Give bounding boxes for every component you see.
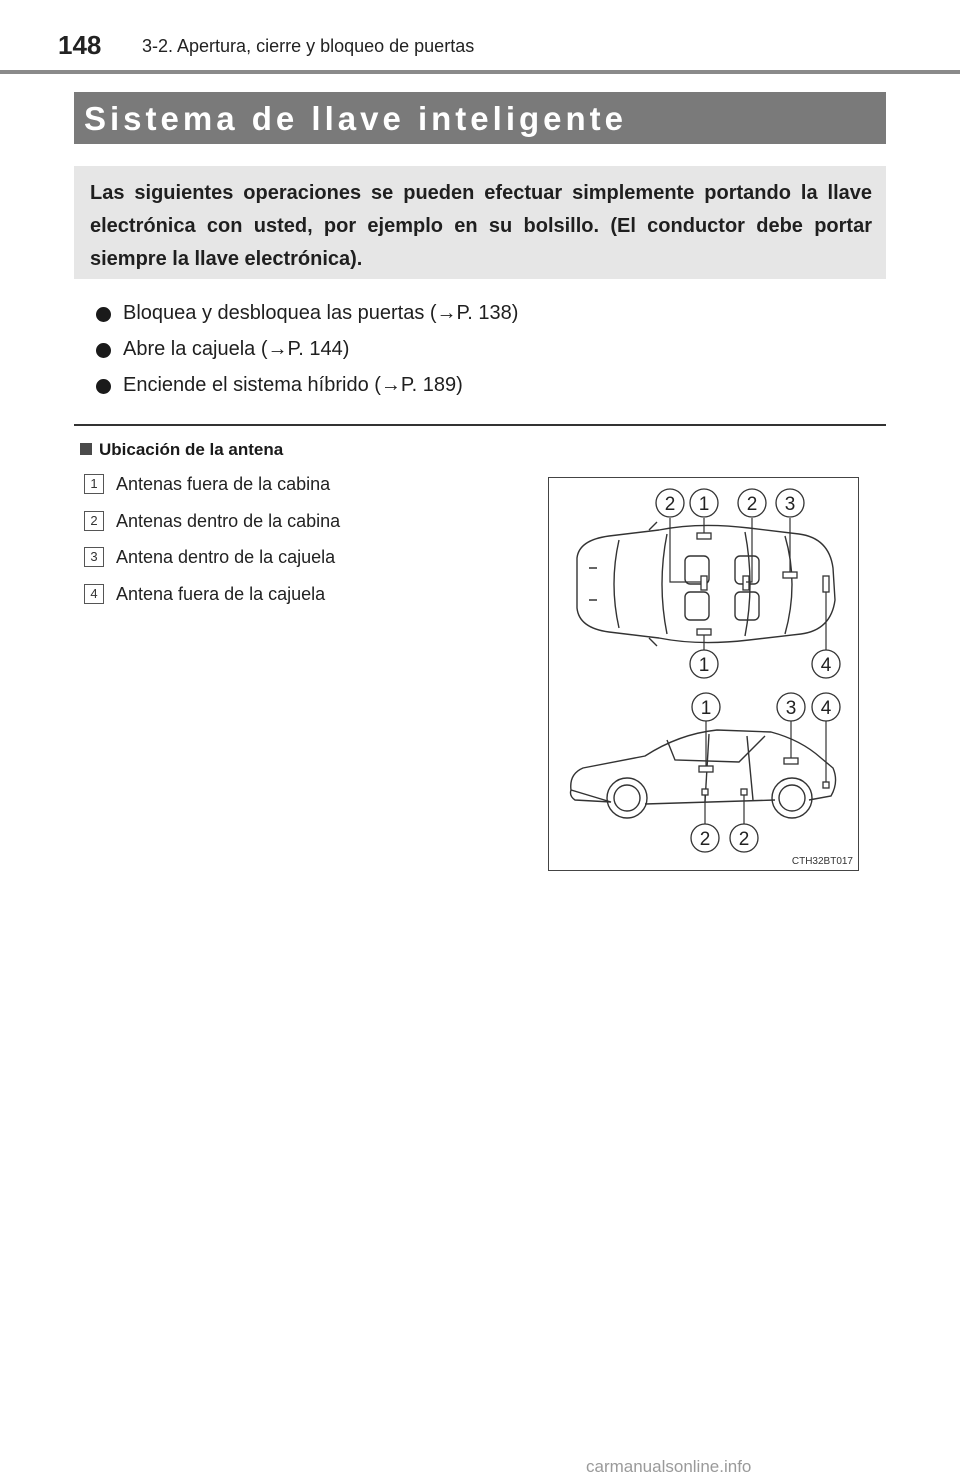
callout-1-side bbox=[692, 693, 720, 721]
svg-text:1: 1 bbox=[700, 698, 712, 719]
callout-2-side-right bbox=[730, 824, 758, 852]
callout-4-top bbox=[812, 650, 840, 678]
top-view-antennas bbox=[697, 533, 829, 635]
callout-3-top bbox=[776, 489, 804, 517]
callout-2-side-left bbox=[691, 824, 719, 852]
bullet-item bbox=[96, 338, 518, 374]
svg-text:1: 1 bbox=[698, 494, 710, 515]
watermark: carmanualsonline.info bbox=[586, 1457, 752, 1476]
svg-text:2: 2 bbox=[738, 829, 750, 850]
car-side-view bbox=[571, 730, 836, 818]
bullet-list bbox=[96, 302, 518, 410]
side-view-leaders bbox=[705, 718, 826, 824]
legend-number: 1 bbox=[84, 474, 104, 494]
section-heading bbox=[80, 440, 283, 460]
legend-text: Antenas dentro de la cabina bbox=[116, 510, 341, 531]
svg-text:2: 2 bbox=[746, 494, 758, 515]
callout-1-top bbox=[690, 489, 718, 517]
section-rule bbox=[74, 424, 886, 426]
page-title: Sistema de llave inteligente bbox=[84, 100, 627, 137]
svg-text:3: 3 bbox=[785, 698, 797, 719]
car-diagram-svg bbox=[549, 478, 860, 872]
svg-text:3: 3 bbox=[784, 494, 796, 515]
svg-text:4: 4 bbox=[820, 655, 832, 676]
legend-number: 2 bbox=[84, 511, 104, 531]
svg-text:1: 1 bbox=[698, 655, 710, 676]
callout-4-side bbox=[812, 693, 840, 721]
bullet-item bbox=[96, 302, 518, 338]
svg-text:2: 2 bbox=[699, 829, 711, 850]
running-head: 3-2. Apertura, cierre y bloqueo de puertas bbox=[142, 36, 475, 56]
intro-text: Las siguientes operaciones se pueden efectuar simplemente portando la llave electrónica con usted, por ejemplo en su bolsillo. (El conductor debe portar siempre la llave electrónica). bbox=[90, 182, 872, 270]
bullet-text: Bloquea y desbloquea las puertas (→P. 138) bbox=[123, 302, 519, 324]
page-number: 148 bbox=[58, 30, 102, 60]
callout-2-top-left bbox=[656, 489, 684, 517]
bullet-dot-icon bbox=[96, 343, 111, 358]
svg-text:4: 4 bbox=[820, 698, 832, 719]
callout-3-side bbox=[777, 693, 805, 721]
legend-text: Antena fuera de la cajuela bbox=[116, 583, 326, 604]
bullet-item bbox=[96, 374, 518, 410]
square-marker-icon bbox=[80, 443, 92, 455]
svg-text:2: 2 bbox=[664, 494, 676, 515]
section-heading-text: Ubicación de la antena bbox=[99, 440, 284, 459]
antenna-location-figure bbox=[548, 477, 859, 871]
figure-code: CTH32BT017 bbox=[791, 856, 853, 867]
header-rule bbox=[0, 70, 960, 74]
bullet-text: Enciende el sistema híbrido (→P. 189) bbox=[123, 374, 463, 396]
title-bar bbox=[74, 92, 886, 144]
intro-box bbox=[74, 166, 886, 279]
legend-text: Antenas fuera de la cabina bbox=[116, 474, 331, 494]
legend-number: 4 bbox=[84, 584, 104, 604]
legend-number: 3 bbox=[84, 547, 104, 567]
bullet-text: Abre la cajuela (→P. 144) bbox=[123, 338, 350, 360]
callout-2-top-right bbox=[738, 489, 766, 517]
bullet-dot-icon bbox=[96, 379, 111, 394]
callout-1-top-bottom bbox=[690, 650, 718, 678]
legend-text: Antena dentro de la cajuela bbox=[116, 547, 336, 567]
bullet-dot-icon bbox=[96, 307, 111, 322]
